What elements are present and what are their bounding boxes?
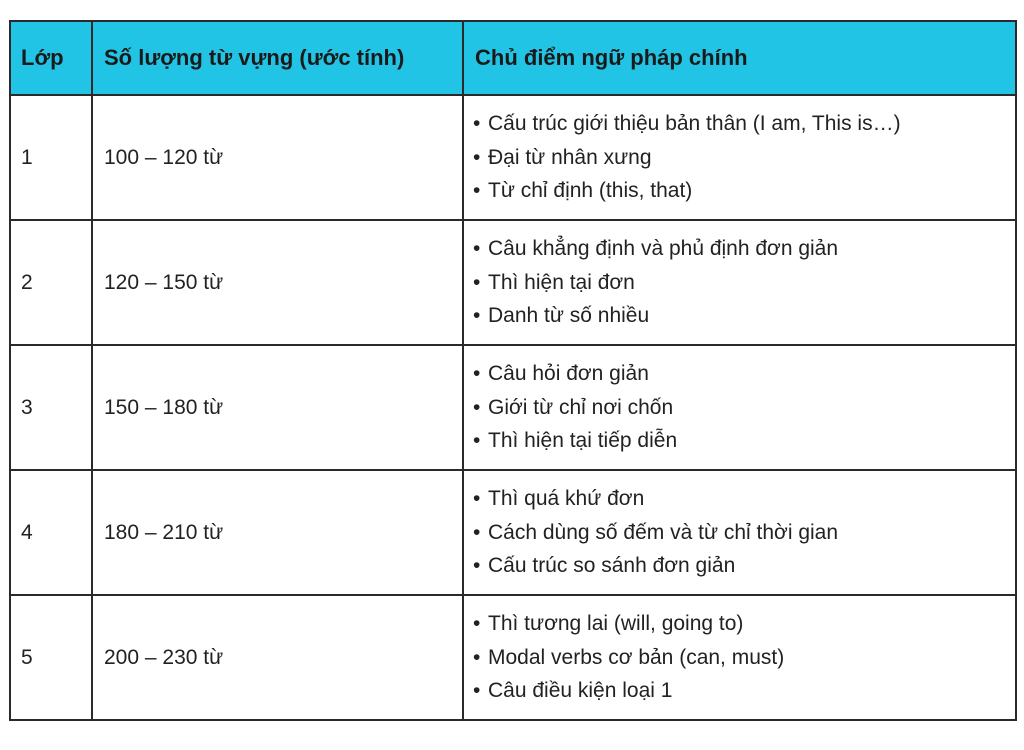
bullet-icon: • <box>473 645 481 669</box>
grammar-topic-item <box>473 299 1015 333</box>
grade-cell: 5 <box>10 595 92 720</box>
grammar-topic-text: Thì tương lai (will, going to) <box>488 612 744 636</box>
bullet-icon: • <box>473 304 481 328</box>
grammar-topic-text: Thì hiện tại tiếp diễn <box>488 429 678 453</box>
grammar-topic-item <box>473 607 1015 641</box>
grammar-topics-cell <box>463 595 1016 720</box>
grammar-topic-text: Modal verbs cơ bản (can, must) <box>488 645 785 669</box>
grammar-topic-text: Giới từ chỉ nơi chốn <box>488 395 674 419</box>
grammar-topic-text: Cách dùng số đếm và từ chỉ thời gian <box>488 520 839 544</box>
grammar-topic-list <box>473 107 1015 208</box>
vocabulary-count-cell: 120 – 150 từ <box>92 220 463 345</box>
grammar-topic-item <box>473 549 1015 583</box>
grade-cell: 3 <box>10 345 92 470</box>
grammar-topic-list <box>473 482 1015 583</box>
grammar-topic-item <box>473 232 1015 266</box>
grammar-topic-item <box>473 357 1015 391</box>
grammar-topic-text: Cấu trúc so sánh đơn giản <box>488 554 736 578</box>
bullet-icon: • <box>473 270 481 294</box>
grammar-topic-item <box>473 674 1015 708</box>
bullet-icon: • <box>473 520 481 544</box>
grammar-topic-item <box>473 266 1015 300</box>
grammar-topic-text: Từ chỉ định (this, that) <box>488 179 693 203</box>
table-row <box>10 595 1016 720</box>
grammar-topics-cell <box>463 470 1016 595</box>
header-row <box>10 21 1016 95</box>
table-body <box>10 95 1016 720</box>
grade-cell: 2 <box>10 220 92 345</box>
vocabulary-count-cell: 200 – 230 từ <box>92 595 463 720</box>
grammar-topic-item <box>473 641 1015 675</box>
table-row <box>10 95 1016 220</box>
grammar-topic-item <box>473 141 1015 175</box>
grammar-topic-item <box>473 391 1015 425</box>
grammar-topic-text: Thì quá khứ đơn <box>488 487 645 511</box>
grammar-topic-item <box>473 174 1015 208</box>
grade-cell: 4 <box>10 470 92 595</box>
vocabulary-count-cell: 180 – 210 từ <box>92 470 463 595</box>
bullet-icon: • <box>473 487 481 511</box>
bullet-icon: • <box>473 429 481 453</box>
grammar-topics-cell <box>463 345 1016 470</box>
bullet-icon: • <box>473 145 481 169</box>
grammar-topic-item <box>473 107 1015 141</box>
grammar-topic-text: Câu điều kiện loại 1 <box>488 679 673 703</box>
bullet-icon: • <box>473 679 481 703</box>
grammar-topic-list <box>473 607 1015 708</box>
bullet-icon: • <box>473 612 481 636</box>
grammar-topic-text: Câu khẳng định và phủ định đơn giản <box>488 237 839 261</box>
header-grammar-topics: Chủ điểm ngữ pháp chính <box>463 21 1016 95</box>
grammar-topic-item <box>473 482 1015 516</box>
vocabulary-count-cell: 100 – 120 từ <box>92 95 463 220</box>
bullet-icon: • <box>473 179 481 203</box>
grammar-topic-list <box>473 232 1015 333</box>
grammar-topic-text: Cấu trúc giới thiệu bản thân (I am, This is…) <box>488 112 901 136</box>
header-grade: Lớp <box>10 21 92 95</box>
grammar-topic-item <box>473 516 1015 550</box>
grammar-topic-text: Danh từ số nhiều <box>488 304 650 328</box>
bullet-icon: • <box>473 112 481 136</box>
grammar-topics-cell <box>463 95 1016 220</box>
header-vocabulary-count: Số lượng từ vựng (ước tính) <box>92 21 463 95</box>
table-row <box>10 470 1016 595</box>
grammar-topic-item <box>473 424 1015 458</box>
bullet-icon: • <box>473 554 481 578</box>
curriculum-table-wrapper <box>9 20 1017 721</box>
bullet-icon: • <box>473 395 481 419</box>
curriculum-table <box>9 20 1017 721</box>
grade-cell: 1 <box>10 95 92 220</box>
grammar-topic-text: Thì hiện tại đơn <box>488 270 635 294</box>
table-row <box>10 345 1016 470</box>
grammar-topic-list <box>473 357 1015 458</box>
grammar-topic-text: Câu hỏi đơn giản <box>488 362 649 386</box>
bullet-icon: • <box>473 362 481 386</box>
table-header <box>10 21 1016 95</box>
vocabulary-count-cell: 150 – 180 từ <box>92 345 463 470</box>
table-row <box>10 220 1016 345</box>
bullet-icon: • <box>473 237 481 261</box>
grammar-topic-text: Đại từ nhân xưng <box>488 145 652 169</box>
grammar-topics-cell <box>463 220 1016 345</box>
